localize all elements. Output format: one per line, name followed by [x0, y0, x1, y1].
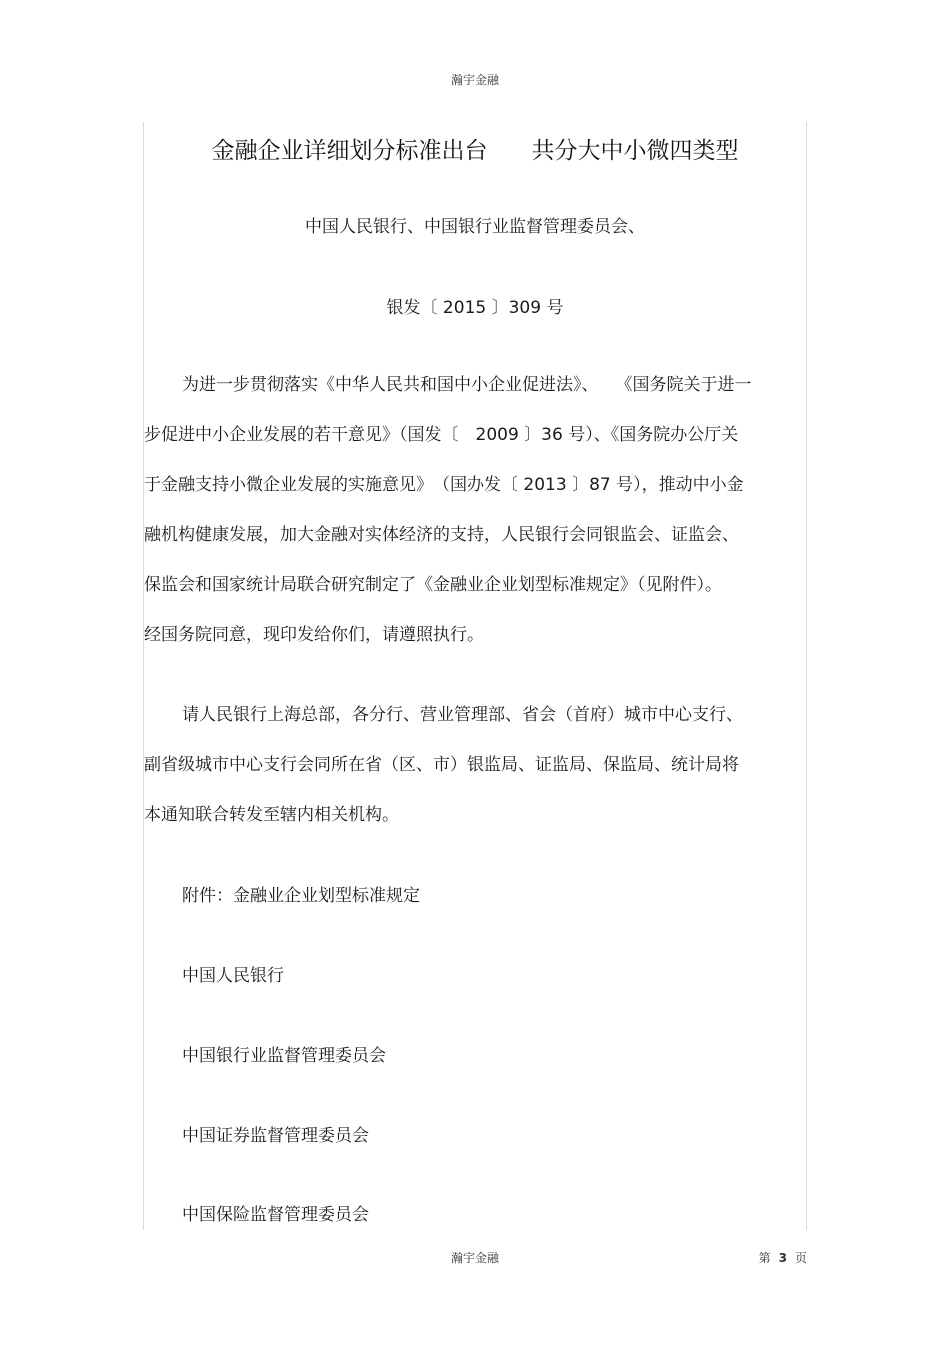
right-margin-line — [806, 122, 807, 1230]
page-suffix: 页 — [794, 1251, 807, 1265]
paragraph-line: 副省级城市中心支行会同所在省（区、市）银监局、证监局、保监局、统计局将 — [144, 755, 739, 775]
page-number: 3 — [778, 1251, 787, 1265]
document-title — [0, 132, 950, 165]
title-part-2: 共分大中小微四类型 — [531, 138, 739, 164]
title-part-1: 金融企业详细划分标准出台 — [211, 138, 488, 164]
document-number: 银发〔 2015 〕309 号 — [386, 298, 564, 318]
paragraph-line: 为进一步贯彻落实《中华人民共和国中小企业促进法》、 《国务院关于进一 — [182, 375, 752, 395]
left-margin-line — [143, 122, 144, 1230]
paragraph-line: 于金融支持小微企业发展的实施意见》 （国办发〔 2013 〕87 号），推动中小金 — [144, 475, 744, 495]
paragraph-line: 请人民银行上海总部，各分行、营业管理部、省会（首府）城市中心支行、 — [182, 705, 743, 725]
issuer-line: 中国人民银行、中国银行业监督管理委员会、 — [305, 217, 645, 237]
paragraph-line: 步促进中小企业发展的若干意见》（国发〔 2009 〕36 号）、《国务院办公厅关 — [144, 425, 739, 445]
page-footer: 瀚宇金融 — [450, 1251, 499, 1265]
paragraph-line: 融机构健康发展，加大金融对实体经济的支持，人民银行会同银监会、证监会、 — [144, 525, 739, 545]
page-header: 瀚宇金融 — [450, 73, 499, 87]
attachment-line: 附件：金融业企业划型标准规定 — [182, 886, 420, 906]
paragraph-line: 本通知联合转发至辖内相关机构。 — [144, 805, 399, 825]
signatory: 中国银行业监督管理委员会 — [182, 1046, 386, 1066]
paragraph-1 — [144, 373, 804, 673]
signatory: 中国证券监督管理委员会 — [182, 1126, 369, 1146]
page-prefix: 第 — [758, 1251, 771, 1265]
paragraph-line: 经国务院同意，现印发给你们，请遵照执行。 — [144, 625, 484, 645]
signatory: 中国人民银行 — [182, 966, 284, 986]
signatory: 中国保险监督管理委员会 — [182, 1205, 369, 1225]
paragraph-2 — [144, 703, 804, 853]
paragraph-line: 保监会和国家统计局联合研究制定了《金融业企业划型标准规定》（见附件）。 — [144, 575, 722, 595]
page-number-indicator — [759, 1249, 807, 1266]
